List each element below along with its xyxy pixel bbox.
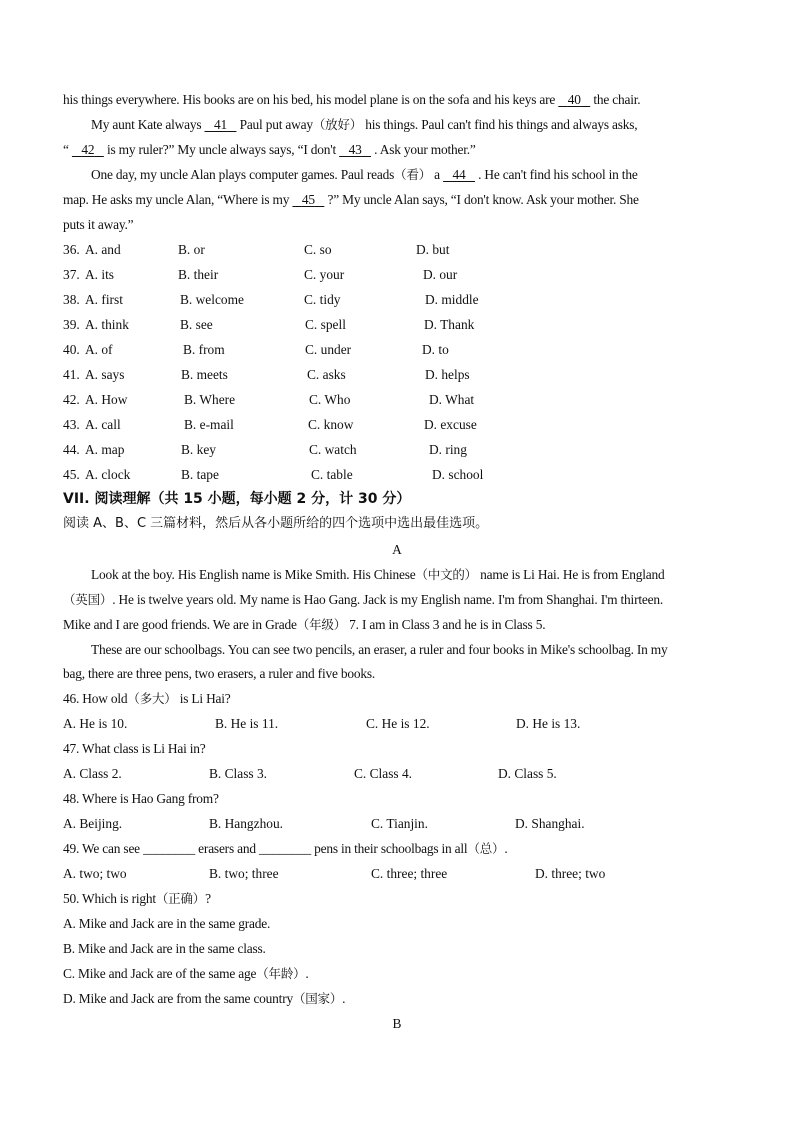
option-d: D. three; two: [535, 866, 606, 881]
chinese-gloss: （总）: [467, 841, 505, 856]
option-b: B. e-mail: [184, 417, 234, 432]
question-46-options: [63, 711, 743, 736]
text: his things. Paul can't find his things and always asks,: [362, 117, 638, 132]
option-d: D. excuse: [424, 417, 477, 432]
blank-number: 43: [348, 142, 362, 157]
blank-number: 45: [301, 192, 315, 207]
section-title: VII. 阅读理解（共 15 小题，每小题 2 分，计 30 分）: [63, 491, 411, 507]
option-a: A. think: [85, 317, 129, 332]
option-c: C. know: [308, 417, 354, 432]
question-49-options: [63, 861, 743, 886]
chinese-gloss: （正确）: [155, 891, 206, 906]
option-a: A. first: [85, 292, 123, 307]
option-d: D. to: [422, 342, 449, 357]
option-d: D. but: [416, 242, 450, 257]
question-number: 40.: [63, 342, 80, 357]
blank-number: 40: [567, 92, 581, 107]
text: name is Li Hai. He is from England: [477, 567, 665, 582]
question-38: [63, 287, 743, 312]
blank-41: [205, 117, 237, 132]
question-40: [63, 337, 743, 362]
option-b: B. tape: [181, 467, 219, 482]
option-b: B. their: [178, 267, 219, 282]
passage-a-line-4: These are our schoolbags. You can see two pencils, an eraser, a ruler and four books in Mike's schoolbag. In my: [91, 642, 668, 657]
option-c: C. watch: [309, 442, 357, 457]
option-d: D. He is 13.: [516, 716, 581, 731]
text: My aunt Kate always: [91, 117, 205, 132]
question-number: 43.: [63, 417, 80, 432]
option-d: D. helps: [425, 367, 470, 382]
chinese-gloss: （多大）: [127, 691, 177, 706]
option-d: D. Thank: [424, 317, 475, 332]
text: map. He asks my uncle Alan, “Where is my: [63, 192, 293, 207]
chinese-gloss: （年级）: [296, 617, 346, 632]
passage-a-line-3: [63, 612, 735, 637]
option-d: D. Shanghai.: [515, 816, 585, 831]
option-a: A. He is 10.: [63, 716, 128, 731]
passage-a-line-2: [63, 587, 735, 612]
text: .: [504, 841, 508, 856]
text: ?” My uncle Alan says, “I don't know. Ask your mother. She: [324, 192, 639, 207]
option-b: B. He is 11.: [215, 716, 279, 731]
option-d: D. What: [429, 392, 475, 407]
question-44: [63, 437, 743, 462]
option-d: D. ring: [429, 442, 467, 457]
blank-43: [339, 142, 371, 157]
passage-a-line-5: bag, there are three pens, two erasers, a ruler and five books.: [63, 666, 375, 681]
passage-a-label: A: [392, 542, 402, 557]
option-d: D. middle: [425, 292, 479, 307]
question-number: 37.: [63, 267, 80, 282]
text: Paul put away: [236, 117, 313, 132]
text: 46. How old: [63, 691, 128, 706]
blank-40: [558, 92, 590, 107]
text: Mike and I are good friends. We are in Grade: [63, 617, 297, 632]
option-a: A. of: [85, 342, 113, 357]
option-a: A. clock: [85, 467, 131, 482]
option-c: C. so: [304, 242, 332, 257]
option-b: B. welcome: [180, 292, 244, 307]
option-c: C. your: [304, 267, 345, 282]
blank-number: 42: [81, 142, 95, 157]
option-c: C. He is 12.: [366, 716, 430, 731]
option-c: C. tidy: [304, 292, 341, 307]
question-46: [63, 686, 735, 711]
question-36: [63, 237, 743, 262]
text: a: [431, 167, 444, 182]
option-c: C. Class 4.: [354, 766, 413, 781]
question-49: [63, 836, 735, 861]
question-number: 45.: [63, 467, 80, 482]
text: Look at the boy. His English name is Mike Smith. His Chinese: [91, 567, 416, 582]
question-39: [63, 312, 743, 337]
option-a: A. and: [85, 242, 121, 257]
question-number: 41.: [63, 367, 80, 382]
cloze-line-1: [63, 87, 735, 112]
blank-number: 41: [213, 117, 227, 132]
chinese-gloss: （放好）: [312, 117, 363, 132]
cloze-line-6: puts it away.”: [63, 217, 134, 232]
option-c: C. asks: [307, 367, 346, 382]
option-d: D. school: [432, 467, 484, 482]
chinese-gloss: （看）: [394, 167, 432, 182]
option-d: D. our: [423, 267, 458, 282]
option-b: B. key: [181, 442, 216, 457]
question-number: 42.: [63, 392, 80, 407]
text: 49. We can see ________ erasers and ________ pens in their schoolbags in all: [63, 841, 468, 856]
text: One day, my uncle Alan plays computer games. Paul reads: [91, 167, 395, 182]
question-45: [63, 462, 743, 487]
option-d: D. Class 5.: [498, 766, 557, 781]
question-number: 44.: [63, 442, 80, 457]
option-a: A. says: [85, 367, 125, 382]
option-c: C. Tianjin.: [371, 816, 428, 831]
question-50-option-d: [63, 986, 735, 1011]
blank-45: [292, 192, 324, 207]
option-b: B. from: [183, 342, 225, 357]
option-a: A. call: [85, 417, 121, 432]
question-50-option-a: A. Mike and Jack are in the same grade.: [63, 916, 271, 931]
question-37: [63, 262, 743, 287]
option-c: C. three; three: [371, 866, 448, 881]
option-b: B. Class 3.: [209, 766, 268, 781]
question-number: 38.: [63, 292, 80, 307]
question-50-option-b: B. Mike and Jack are in the same class.: [63, 941, 266, 956]
text: . He is twelve years old. My name is Hao Gang. Jack is my English name. I'm from Shanghai. I'm thirteen.: [112, 592, 663, 607]
cloze-line-4: [91, 162, 735, 187]
question-42: [63, 387, 743, 412]
cloze-line-3: [63, 137, 735, 162]
text: . He can't find his school in the: [474, 167, 638, 182]
option-a: A. its: [85, 267, 115, 282]
option-c: C. spell: [305, 317, 346, 332]
text: .: [342, 991, 346, 1006]
option-a: A. map: [85, 442, 125, 457]
option-b: B. or: [178, 242, 205, 257]
option-b: B. two; three: [209, 866, 279, 881]
chinese-gloss: （国家）: [292, 991, 343, 1006]
text: is Li Hai?: [176, 691, 231, 706]
chinese-gloss: （英国）: [63, 592, 113, 607]
option-a: A. Class 2.: [63, 766, 122, 781]
question-48-options: [63, 811, 743, 836]
text: C. Mike and Jack are of the same age: [63, 966, 257, 981]
section-instruction: 阅读 A、B、C 三篇材料，然后从各小题所给的四个选项中选出最佳选项。: [63, 516, 489, 531]
blank-number: 44: [452, 167, 466, 182]
option-b: B. meets: [181, 367, 228, 382]
option-c: C. table: [311, 467, 353, 482]
cloze-line-2: [91, 112, 735, 137]
option-c: C. Who: [309, 392, 351, 407]
question-47: 47. What class is Li Hai in?: [63, 741, 206, 756]
option-b: B. Hangzhou.: [209, 816, 284, 831]
option-a: A. How: [85, 392, 128, 407]
text: . Ask your mother.”: [371, 142, 476, 157]
option-a: A. two; two: [63, 866, 127, 881]
question-50-option-c: [63, 961, 735, 986]
text: D. Mike and Jack are from the same country: [63, 991, 293, 1006]
text: his things everywhere. His books are on his bed, his model plane is on the sofa and his keys are: [63, 92, 559, 107]
option-b: B. see: [180, 317, 213, 332]
chinese-gloss: （中文的）: [415, 567, 477, 582]
text: 50. Which is right: [63, 891, 156, 906]
passage-a-line-1: [91, 562, 735, 587]
blank-42: [72, 142, 104, 157]
cloze-line-5: [63, 187, 735, 212]
passage-b-label: B: [392, 1016, 402, 1031]
text: .: [305, 966, 309, 981]
question-50: [63, 886, 735, 911]
option-a: A. Beijing.: [63, 816, 123, 831]
chinese-gloss: （年龄）: [256, 966, 306, 981]
text: “: [63, 142, 72, 157]
text: ?: [205, 891, 211, 906]
option-c: C. under: [305, 342, 352, 357]
question-number: 36.: [63, 242, 80, 257]
option-b: B. Where: [184, 392, 236, 407]
question-number: 39.: [63, 317, 80, 332]
text: the chair.: [590, 92, 641, 107]
text: 7. I am in Class 3 and he is in Class 5.: [346, 617, 546, 632]
question-41: [63, 362, 743, 387]
question-47-options: [63, 761, 743, 786]
text: is my ruler?” My uncle always says, “I don't: [103, 142, 340, 157]
blank-44: [443, 167, 475, 182]
question-43: [63, 412, 743, 437]
question-48: 48. Where is Hao Gang from?: [63, 791, 219, 806]
